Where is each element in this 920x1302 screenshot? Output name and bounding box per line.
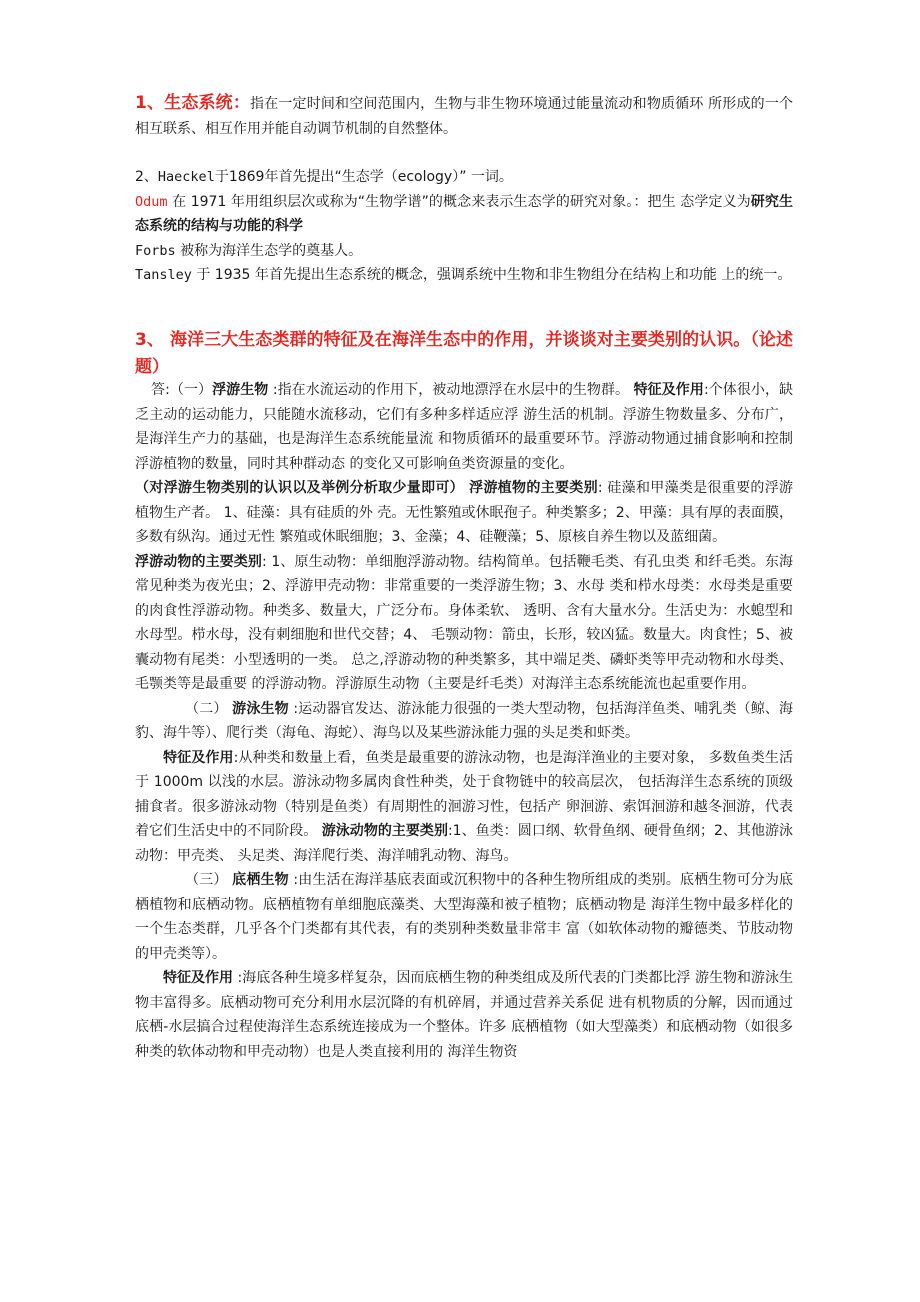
forbs-text: 被称为海洋生态学的奠基人。	[175, 242, 363, 259]
zooplankton-text: : 1、原生动物：单细胞浮游动物。结构简单。包括鞭毛类、有孔虫类 和纤毛类。东海常见种类为夜光虫；2、浮游甲壳动物：非常重要的一类浮游生物；3、水母 类和栉水母类：水母类是重要的肉食性浮游动物。种类多、数量大，广泛分布。身体柔软、 透明、含有大量水分。生活史为：水螅型和水母型。栉水母，没有刺细胞和世代交替；4、 毛颚动物：箭虫，长形，较凶猛。数量大。肉食性；5、被囊动物有尾类：小型透明的一类。 总之,浮游动物的种类繁多，其中端足类、磷虾类等甲壳动物和水母类、毛颚类等是最重要 的浮游动物。浮游原生动物（主要是纤毛类）对海洋主态系统能流也起重要作用。	[135, 553, 793, 692]
nekton-features: :从种类和数量上看，鱼类是最重要的游泳动物，也是海洋渔业的主要对象， 多数鱼类生活于 1000m 以浅的水层。游泳动物多属肉食性种类，处于食物链中的较高层次， 包括海洋生态系统的顶级捕食者。很多游泳动物（特别是鱼类）有周期性的洄游习性，包括产 卵洄游、索饵洄游和越冬洄游，代表着它们生活史中的不同阶段。	[135, 749, 794, 839]
tansley-text: 于 1935 年首先提出生态系统的概念，强调系统中生物和非生物组分在结构上和功能 上的统一。	[191, 267, 792, 283]
para-nekton-features	[135, 746, 793, 869]
para-zooplankton	[135, 550, 793, 697]
para-haeckel	[135, 165, 793, 190]
label-zooplankton: 浮游动物的主要类别	[135, 553, 263, 570]
nekton-def: :运动器官发达、游泳能力很强的一类大型动物，包括海洋鱼类、哺乳类（鲸、海豹、海牛等）、爬行类（海龟、海蛇）、海鸟以及某些游泳能力强的头足类和虾类。	[135, 700, 794, 741]
para-benthos	[135, 868, 793, 966]
label-features-nekton: 特征及作用	[163, 749, 234, 766]
odum-bold: 研究生态系统的结构与功能的科学	[135, 193, 793, 234]
plankton-features: :个体很小，缺乏主动的运动能力，只能随水流移动，它们有多种多样适应浮 游生活的机制。浮游生物数量多、分布广，是海洋生产力的基础，也是海洋生态系统能量流 和物质循环的最重要环节。浮游动物通过捕食影响和控制浮游植物的数量，同时其种群动态 的变化又可影响鱼类资源量的变化。	[135, 382, 794, 472]
nekton-prefix: （二）	[185, 700, 233, 717]
label-features: 特征及作用	[633, 382, 704, 398]
name-forbs: Forbs	[135, 242, 176, 259]
term-benthos: 底栖生物	[232, 872, 289, 888]
phytoplankton-text: : 硅藻和甲藻类是很重要的浮游植物生产者。 1、硅藻：具有硅质的外 壳。无性繁殖或休眠孢子。种类繁多；2、甲藻：具有厚的表面膜，多数有纵沟。通过无性 繁殖或休眠细胞；3、金藻；4、硅鞭藻；5、原核自养生物以及蓝细菌。	[135, 480, 794, 545]
item-number: 2、	[135, 169, 158, 185]
label-features-benthos: 特征及作用	[163, 970, 234, 986]
name-tansley: Tansley	[135, 267, 192, 283]
benthos-def: :由生活在海洋基底表面或沉积物中的各种生物所组成的类别。底栖生物可分为底栖植物和底栖动物。底栖植物有单细胞底藻类、大型海藻和被子植物；底栖动物是 海洋生物中最多样化的一个生态类群，几乎各个门类都有其代表，有的类别种类数量非常丰 富（如软体动物的瓣德类、节肢动物的甲壳类等）。	[135, 872, 794, 962]
definition-ecosystem	[135, 91, 793, 141]
para-plankton	[135, 378, 793, 476]
label-nekton-categories: 游泳动物的主要类别	[321, 823, 448, 839]
answer-prefix: 答:（一）	[151, 382, 213, 398]
term-ecosystem: 1、生态系统：	[135, 93, 251, 113]
nekton-categories: :1、鱼类：圆口纲、软骨鱼纲、硬骨鱼纲；2、其他游泳动物：甲壳类、 头足类、海洋爬行类、海洋哺乳动物、海鸟。	[135, 823, 794, 864]
para-forbs	[135, 239, 793, 264]
plankton-def: :指在水流运动的作用下，被动地漂浮在水层中的生物群。	[268, 382, 634, 398]
odum-text: 在 1971 年用组织层次或称为“生物学谱”的概念来表示生态学的研究对象。：把生 态学定义为	[167, 193, 751, 210]
para-nekton	[135, 697, 793, 746]
para-odum	[135, 190, 793, 239]
benthos-prefix: （三）	[185, 872, 233, 888]
haeckel-text: 于1869年首先提出“生态学（ecology）” 一词。	[214, 169, 513, 185]
para-benthos-features	[135, 966, 793, 1064]
answer-body	[135, 378, 793, 1064]
name-odum: Odum	[135, 193, 168, 210]
term-plankton: 浮游生物	[212, 382, 269, 398]
name-haeckel: Haeckel	[157, 169, 215, 185]
para-phytoplankton	[135, 476, 793, 550]
section-history	[135, 165, 793, 288]
term-nekton: 游泳生物	[232, 700, 289, 717]
heading-question-3: 3、 海洋三大生态类群的特征及在海洋生态中的作用，并谈谈对主要类别的认识。（论述 题）	[135, 330, 793, 377]
para-tansley	[135, 263, 793, 288]
label-phytoplankton: （对浮游生物类别的认识以及举例分析取少量即可） 浮游植物的主要类别	[135, 480, 598, 496]
benthos-features: :海底各种生境多样复杂，因而底栖生物的种类组成及所代表的门类都比浮 游生物和游泳生物丰富得多。底栖动物可充分利用水层沉降的有机碎屑，并通过营养关系促 进有机物质的分解，因而通过底栖-水层搞合过程使海洋生态系统连接成为一个整体。许多 底栖植物（如大型藻类）和底栖动物（如很多种类的软体动物和甲壳动物）也是人类直接利用的 海洋生物资	[135, 970, 794, 1060]
definition-text: 指在一定时间和空间范围内，生物与非生物环境通过能量流动和物质循环 所形成的一个相互联系、相互作用并能自动调节机制的自然整体。	[135, 96, 793, 137]
